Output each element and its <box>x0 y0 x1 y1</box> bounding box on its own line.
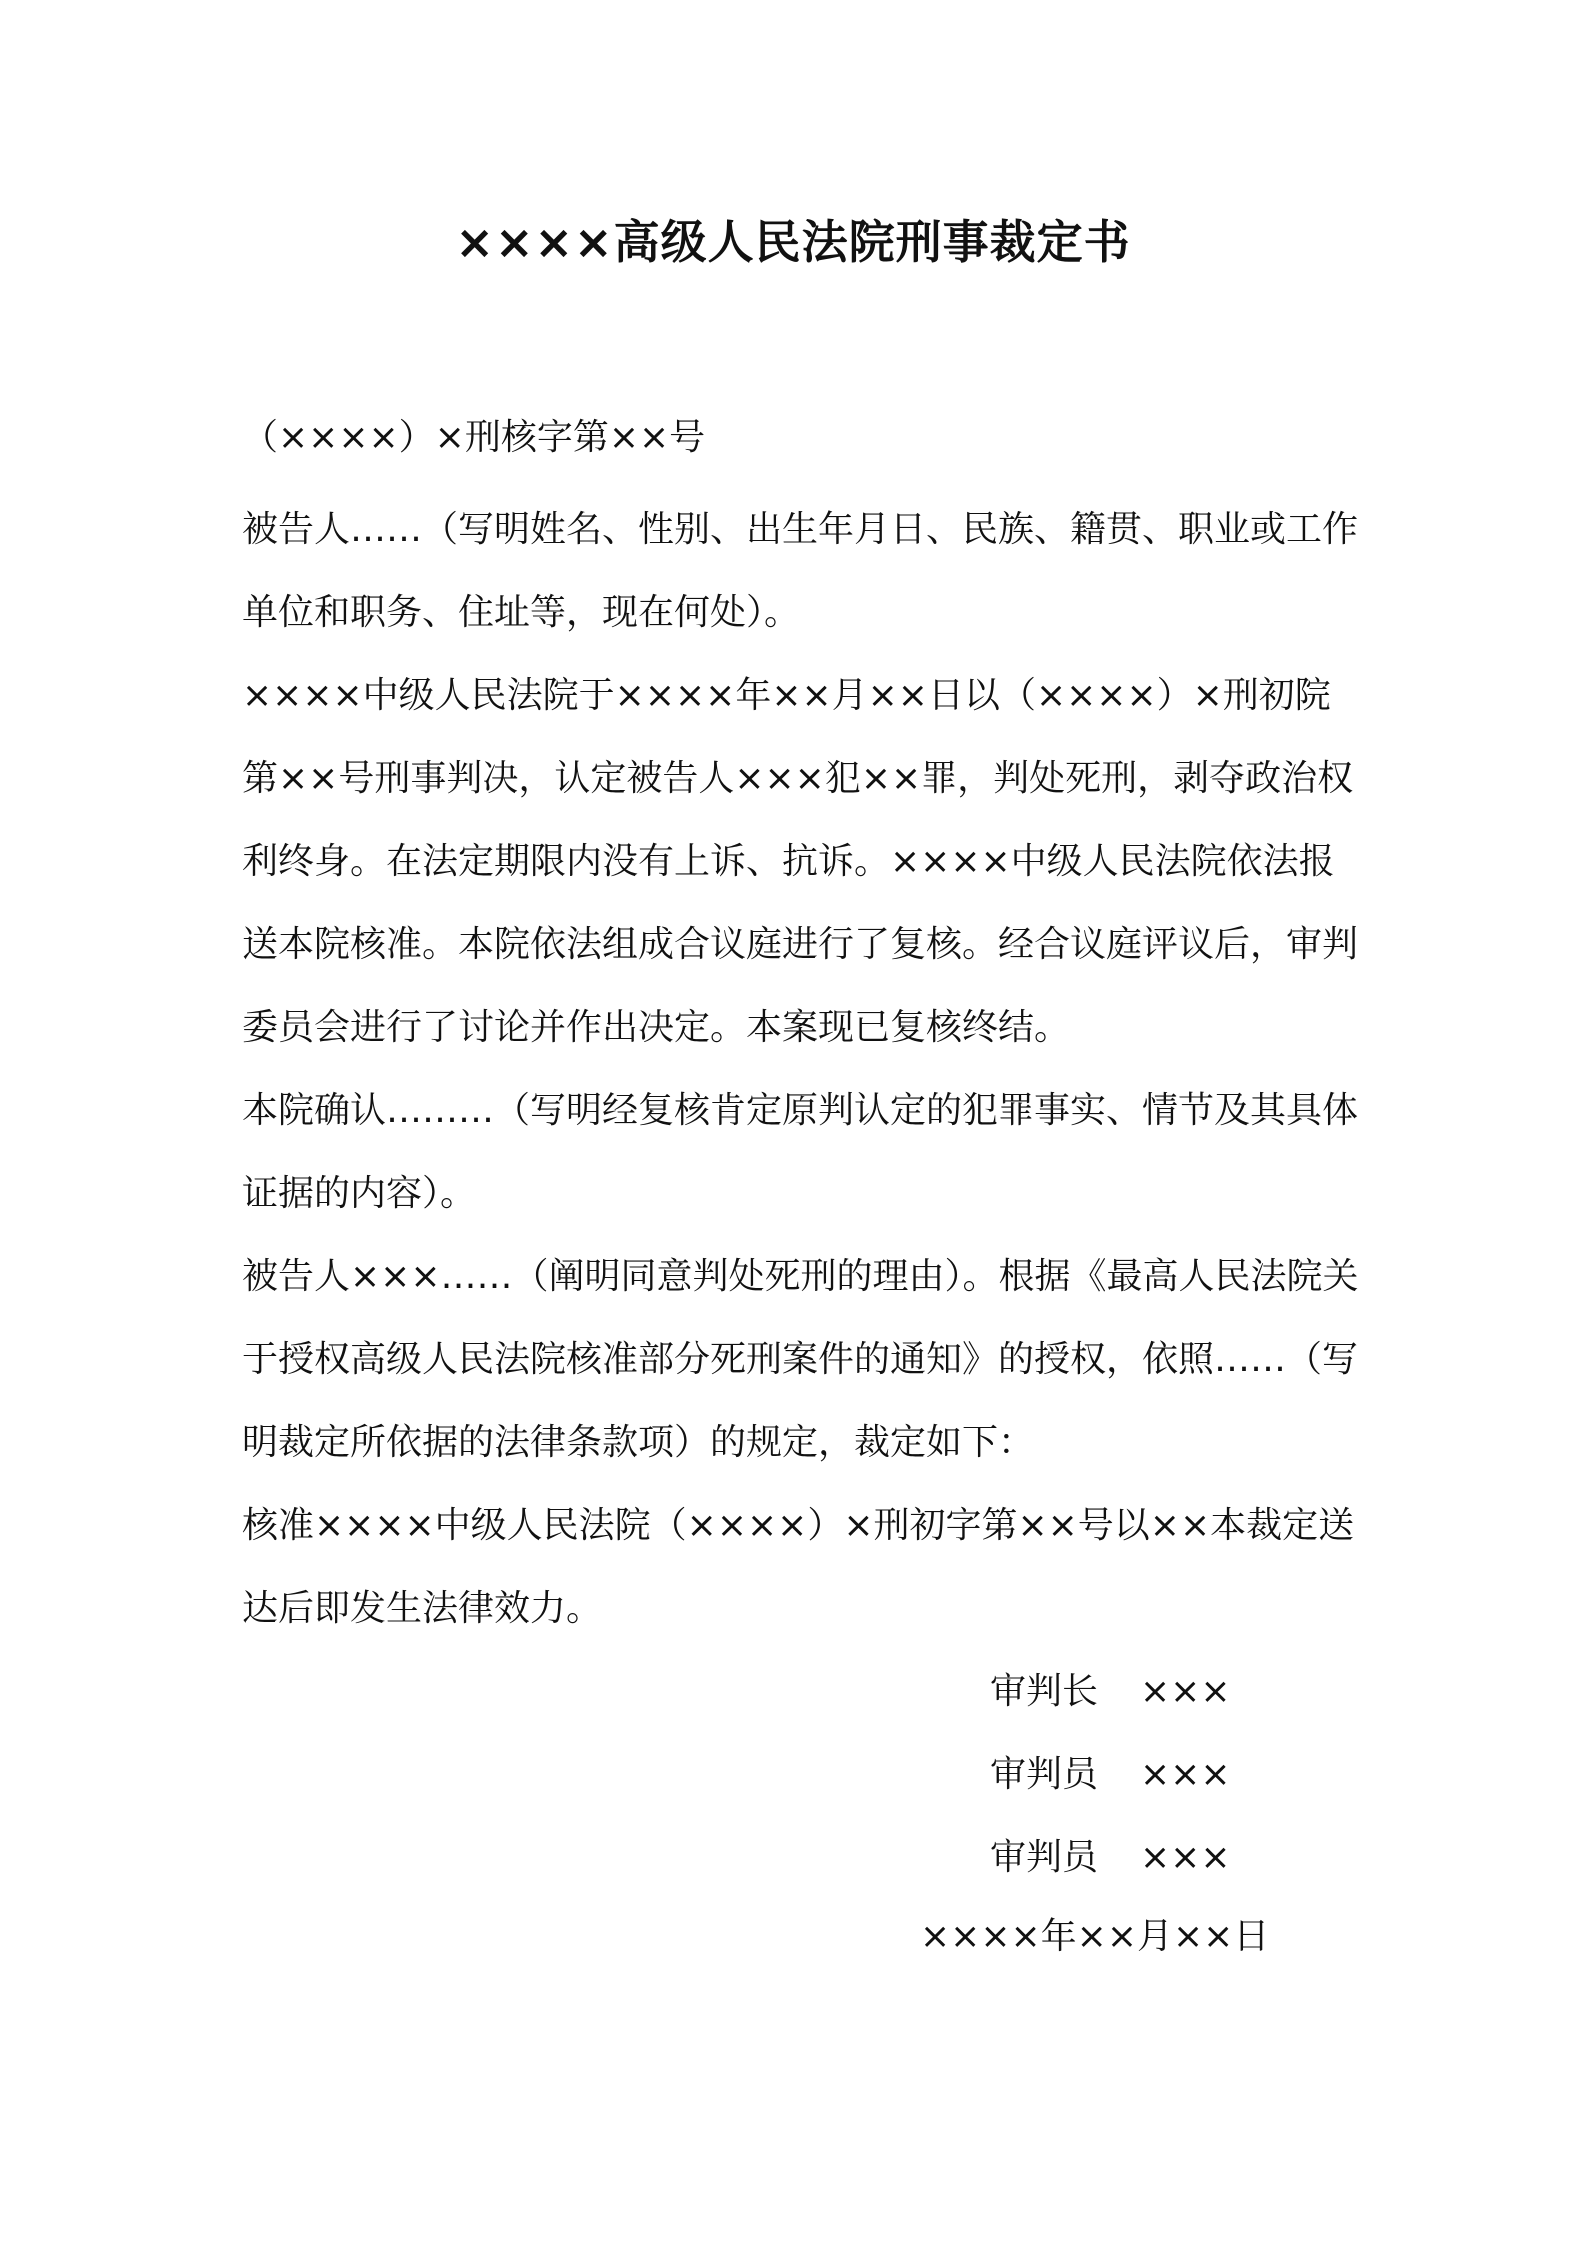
paragraph-ruling: 核准××××中级人民法院（××××）×刑初字第××号以××本裁定送达后即发生法律效力。 <box>242 1505 1355 1629</box>
signature-row <box>990 1816 1231 1899</box>
case-number: （××××）×刑核字第××号 <box>242 417 706 458</box>
signature-role: 审判长 <box>990 1671 1099 1712</box>
signature-role: 审判员 <box>990 1754 1099 1795</box>
paragraph-defendant-info: 被告人……（写明姓名、性别、出生年月日、民族、籍贯、职业或工作单位和职务、住址等，现在何处）。 <box>242 509 1359 633</box>
signature-name: ××× <box>1140 1837 1231 1878</box>
paragraph-case-history: ××××中级人民法院于××××年××月××日以（××××）×刑初院第××号刑事判决，认定被告人×××犯××罪，判处死刑，剥夺政治权利终身。在法定期限内没有上诉、抗诉。××××中级人民法院依法报送本院核准。本院依法组成合议庭进行了复核。经合议庭评议后，审判委员会进行了讨论并作出决定。本案现已复核终结。 <box>242 675 1359 1048</box>
signature-block <box>990 1650 1231 1899</box>
document-date: ××××年××月××日 <box>920 1916 1270 1957</box>
signature-row <box>990 1733 1231 1816</box>
document-title: ××××高级人民法院刑事裁定书 <box>455 215 1131 269</box>
signature-role: 审判员 <box>990 1837 1099 1878</box>
signature-name: ××× <box>1140 1671 1231 1712</box>
paragraph-reasoning: 被告人×××……（阐明同意判处死刑的理由）。根据《最高人民法院关于授权高级人民法院核准部分死刑案件的通知》的授权，依照……（写明裁定所依据的法律条款项）的规定，裁定如下： <box>242 1256 1359 1463</box>
signature-name: ××× <box>1140 1754 1231 1795</box>
paragraph-confirmed-facts: 本院确认………（写明经复核肯定原判认定的犯罪事实、情节及其具体证据的内容）。 <box>242 1090 1359 1214</box>
signature-row <box>990 1650 1231 1733</box>
document-body <box>242 488 1362 1650</box>
